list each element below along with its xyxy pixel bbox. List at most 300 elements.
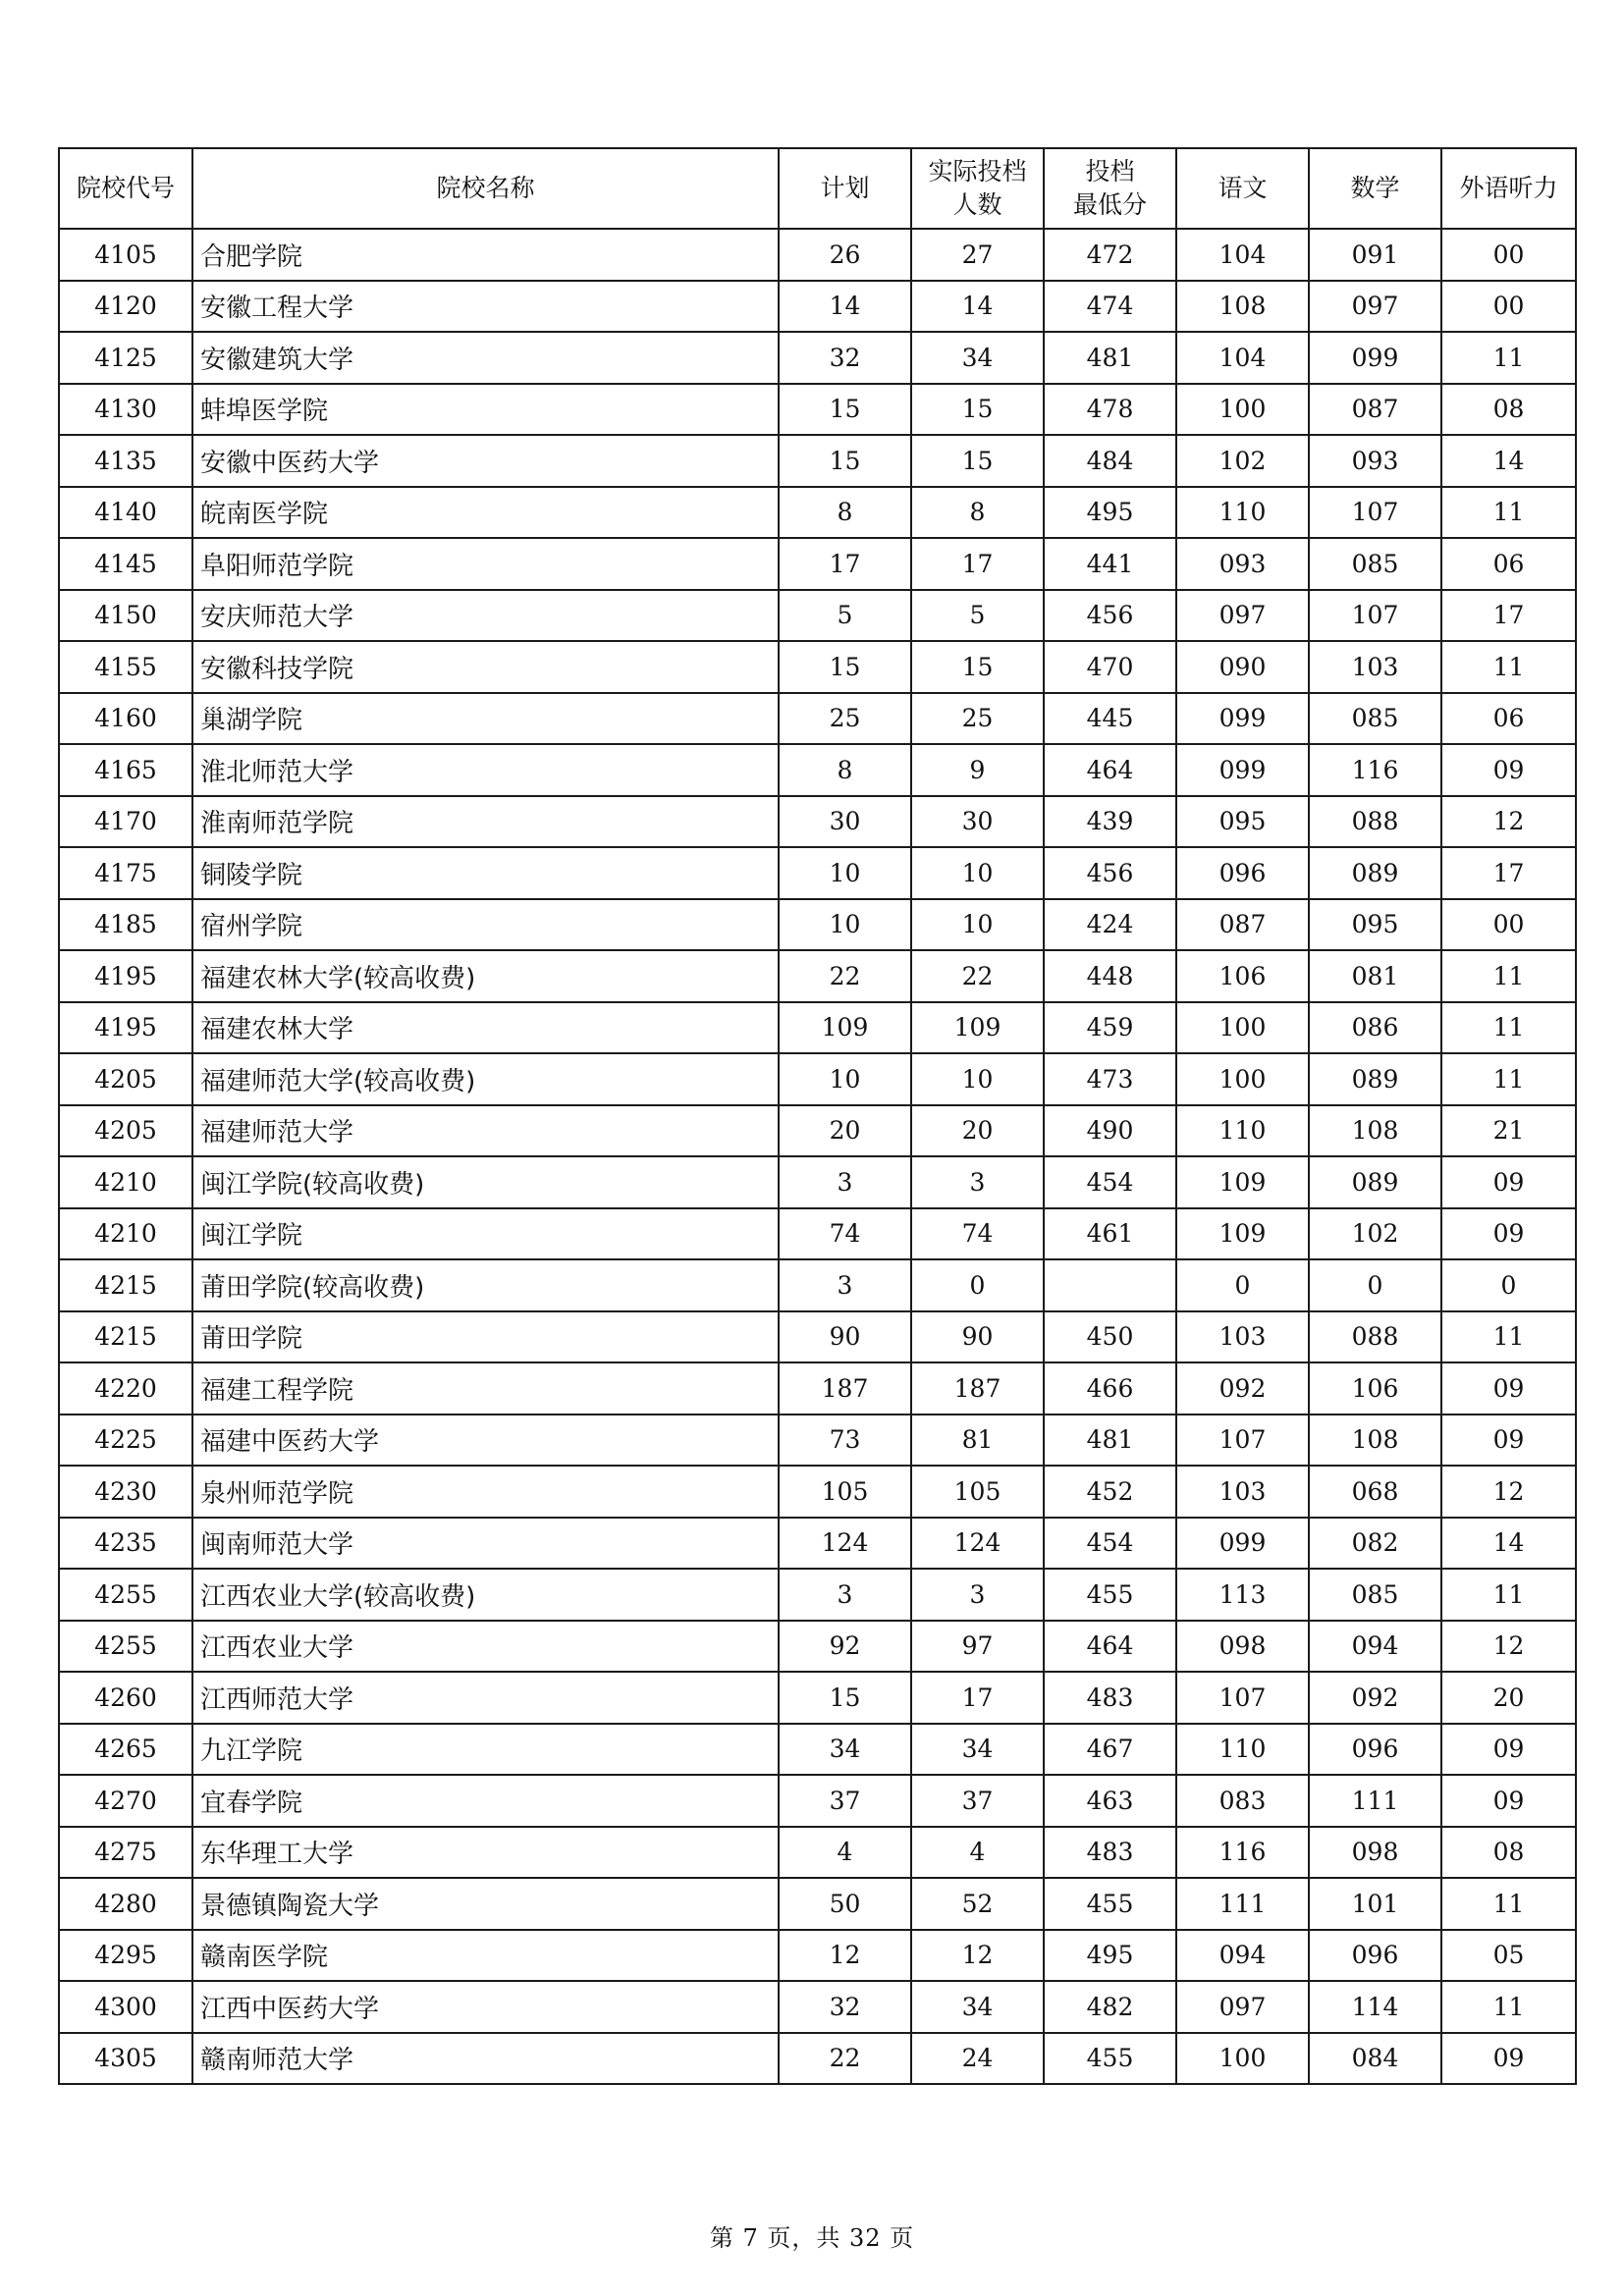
cell-code: 4225 [59,1415,192,1467]
cell-listening: 05 [1441,1930,1576,1982]
cell-math: 093 [1309,435,1441,487]
cell-code: 4195 [59,1002,192,1054]
cell-min-score: 474 [1044,281,1176,333]
cell-math: 096 [1309,1724,1441,1776]
table-row [59,1827,1576,1879]
cell-actual: 34 [911,1724,1044,1776]
cell-name: 赣南师范大学 [192,2033,779,2085]
cell-name: 安徽工程大学 [192,281,779,333]
cell-chinese: 097 [1176,1981,1309,2033]
cell-math: 068 [1309,1466,1441,1518]
cell-name: 巢湖学院 [192,693,779,745]
cell-math: 107 [1309,487,1441,539]
cell-chinese: 104 [1176,332,1309,384]
cell-chinese: 090 [1176,641,1309,693]
cell-listening: 12 [1441,1466,1576,1518]
cell-chinese: 102 [1176,435,1309,487]
header-actual-line1: 实际投档 [928,157,1027,186]
cell-min-score: 450 [1044,1311,1176,1363]
cell-code: 4185 [59,899,192,951]
cell-math: 081 [1309,950,1441,1002]
cell-math: 082 [1309,1518,1441,1570]
table-row [59,229,1576,281]
cell-code: 4205 [59,1053,192,1105]
cell-code: 4260 [59,1672,192,1724]
cell-name: 淮北师范大学 [192,744,779,796]
cell-plan: 17 [779,538,911,590]
cell-actual: 9 [911,744,1044,796]
cell-chinese: 092 [1176,1362,1309,1415]
table-row [59,950,1576,1002]
table-row [59,796,1576,848]
cell-actual: 5 [911,590,1044,642]
table-row [59,1621,1576,1673]
table-row [59,1156,1576,1208]
cell-plan: 15 [779,384,911,436]
cell-name: 合肥学院 [192,229,779,281]
cell-name: 闽南师范大学 [192,1518,779,1570]
cell-code: 4280 [59,1878,192,1930]
header-chinese: 语文 [1176,148,1309,229]
cell-actual: 124 [911,1518,1044,1570]
cell-actual: 81 [911,1415,1044,1467]
cell-listening: 09 [1441,744,1576,796]
cell-plan: 22 [779,950,911,1002]
cell-code: 4255 [59,1569,192,1621]
table-row [59,281,1576,333]
cell-code: 4155 [59,641,192,693]
cell-chinese: 0 [1176,1259,1309,1311]
cell-chinese: 108 [1176,281,1309,333]
cell-plan: 20 [779,1105,911,1157]
cell-listening: 09 [1441,1724,1576,1776]
cell-chinese: 116 [1176,1827,1309,1879]
cell-chinese: 110 [1176,1105,1309,1157]
cell-math: 108 [1309,1415,1441,1467]
cell-listening: 08 [1441,384,1576,436]
cell-code: 4135 [59,435,192,487]
cell-math: 096 [1309,1930,1441,1982]
cell-plan: 50 [779,1878,911,1930]
cell-name: 安徽中医药大学 [192,435,779,487]
table-row [59,1672,1576,1724]
header-code: 院校代号 [59,148,192,229]
cell-code: 4235 [59,1518,192,1570]
cell-actual: 97 [911,1621,1044,1673]
cell-listening: 17 [1441,847,1576,899]
cell-name: 东华理工大学 [192,1827,779,1879]
cell-code: 4230 [59,1466,192,1518]
table-row [59,1775,1576,1827]
cell-listening: 06 [1441,693,1576,745]
cell-math: 097 [1309,281,1441,333]
admission-score-sheet [58,147,1575,2085]
cell-actual: 90 [911,1311,1044,1363]
cell-code: 4210 [59,1208,192,1260]
cell-chinese: 099 [1176,744,1309,796]
cell-math: 111 [1309,1775,1441,1827]
cell-math: 102 [1309,1208,1441,1260]
cell-code: 4205 [59,1105,192,1157]
cell-actual: 10 [911,1053,1044,1105]
cell-min-score: 456 [1044,847,1176,899]
table-row [59,1259,1576,1311]
table-row [59,1002,1576,1054]
cell-actual: 74 [911,1208,1044,1260]
cell-min-score: 484 [1044,435,1176,487]
cell-listening: 06 [1441,538,1576,590]
cell-math: 092 [1309,1672,1441,1724]
cell-listening: 11 [1441,950,1576,1002]
cell-plan: 124 [779,1518,911,1570]
cell-min-score [1044,1259,1176,1311]
cell-min-score: 456 [1044,590,1176,642]
cell-code: 4125 [59,332,192,384]
cell-plan: 22 [779,2033,911,2085]
cell-listening: 11 [1441,487,1576,539]
table-row [59,1311,1576,1363]
cell-chinese: 098 [1176,1621,1309,1673]
cell-min-score: 464 [1044,744,1176,796]
cell-code: 4210 [59,1156,192,1208]
cell-code: 4215 [59,1259,192,1311]
cell-plan: 4 [779,1827,911,1879]
cell-listening: 11 [1441,1002,1576,1054]
cell-min-score: 490 [1044,1105,1176,1157]
cell-chinese: 095 [1176,796,1309,848]
cell-actual: 24 [911,2033,1044,2085]
cell-chinese: 103 [1176,1466,1309,1518]
cell-math: 098 [1309,1827,1441,1879]
table-row [59,847,1576,899]
table-row [59,641,1576,693]
table-row [59,1724,1576,1776]
cell-chinese: 113 [1176,1569,1309,1621]
cell-min-score: 441 [1044,538,1176,590]
header-min-line1: 投档 [1085,157,1135,186]
cell-chinese: 100 [1176,1053,1309,1105]
cell-listening: 11 [1441,332,1576,384]
cell-actual: 27 [911,229,1044,281]
cell-math: 085 [1309,1569,1441,1621]
cell-chinese: 104 [1176,229,1309,281]
table-row [59,590,1576,642]
cell-listening: 00 [1441,899,1576,951]
cell-chinese: 100 [1176,384,1309,436]
cell-code: 4220 [59,1362,192,1415]
cell-min-score: 495 [1044,1930,1176,1982]
cell-min-score: 473 [1044,1053,1176,1105]
cell-actual: 30 [911,796,1044,848]
cell-name: 江西农业大学(较高收费) [192,1569,779,1621]
table-row [59,1569,1576,1621]
table-row [59,1053,1576,1105]
cell-code: 4105 [59,229,192,281]
table-row [59,1105,1576,1157]
cell-min-score: 455 [1044,1569,1176,1621]
cell-chinese: 097 [1176,590,1309,642]
cell-min-score: 481 [1044,1415,1176,1467]
cell-plan: 14 [779,281,911,333]
cell-chinese: 110 [1176,1724,1309,1776]
cell-name: 九江学院 [192,1724,779,1776]
cell-listening: 17 [1441,590,1576,642]
cell-chinese: 100 [1176,2033,1309,2085]
cell-plan: 25 [779,693,911,745]
cell-actual: 3 [911,1569,1044,1621]
header-name: 院校名称 [192,148,779,229]
cell-plan: 15 [779,641,911,693]
cell-min-score: 483 [1044,1672,1176,1724]
header-plan: 计划 [779,148,911,229]
cell-code: 4120 [59,281,192,333]
cell-chinese: 099 [1176,693,1309,745]
cell-math: 0 [1309,1259,1441,1311]
cell-min-score: 482 [1044,1981,1176,2033]
cell-name: 安庆师范大学 [192,590,779,642]
cell-min-score: 448 [1044,950,1176,1002]
cell-plan: 15 [779,1672,911,1724]
cell-code: 4300 [59,1981,192,2033]
cell-math: 086 [1309,1002,1441,1054]
cell-name: 福建师范大学 [192,1105,779,1157]
cell-actual: 17 [911,1672,1044,1724]
cell-plan: 90 [779,1311,911,1363]
cell-plan: 30 [779,796,911,848]
table-row [59,1466,1576,1518]
cell-math: 089 [1309,1156,1441,1208]
cell-code: 4215 [59,1311,192,1363]
cell-listening: 14 [1441,1518,1576,1570]
cell-min-score: 483 [1044,1827,1176,1879]
cell-listening: 09 [1441,1362,1576,1415]
cell-actual: 4 [911,1827,1044,1879]
table-row [59,1415,1576,1467]
table-row [59,538,1576,590]
cell-plan: 10 [779,899,911,951]
cell-code: 4305 [59,2033,192,2085]
cell-listening: 00 [1441,281,1576,333]
cell-plan: 8 [779,487,911,539]
cell-min-score: 478 [1044,384,1176,436]
cell-plan: 26 [779,229,911,281]
cell-code: 4170 [59,796,192,848]
page-footer: 第 7 页，共 32 页 [709,2224,915,2252]
cell-actual: 20 [911,1105,1044,1157]
table-row [59,487,1576,539]
cell-min-score: 445 [1044,693,1176,745]
cell-chinese: 093 [1176,538,1309,590]
cell-listening: 11 [1441,1311,1576,1363]
cell-plan: 5 [779,590,911,642]
cell-plan: 10 [779,1053,911,1105]
cell-min-score: 459 [1044,1002,1176,1054]
cell-math: 099 [1309,332,1441,384]
cell-math: 085 [1309,693,1441,745]
cell-listening: 12 [1441,1621,1576,1673]
cell-name: 皖南医学院 [192,487,779,539]
table-row [59,435,1576,487]
cell-name: 福建农林大学(较高收费) [192,950,779,1002]
cell-chinese: 100 [1176,1002,1309,1054]
cell-name: 江西师范大学 [192,1672,779,1724]
cell-actual: 52 [911,1878,1044,1930]
cell-name: 赣南医学院 [192,1930,779,1982]
cell-name: 闽江学院 [192,1208,779,1260]
cell-code: 4160 [59,693,192,745]
cell-min-score: 424 [1044,899,1176,951]
cell-min-score: 463 [1044,1775,1176,1827]
table-row [59,1878,1576,1930]
cell-name: 安徽建筑大学 [192,332,779,384]
cell-plan: 10 [779,847,911,899]
cell-math: 107 [1309,590,1441,642]
cell-actual: 12 [911,1930,1044,1982]
cell-plan: 3 [779,1569,911,1621]
cell-math: 106 [1309,1362,1441,1415]
cell-name: 福建农林大学 [192,1002,779,1054]
cell-chinese: 107 [1176,1415,1309,1467]
cell-name: 宿州学院 [192,899,779,951]
cell-chinese: 111 [1176,1878,1309,1930]
cell-math: 101 [1309,1878,1441,1930]
cell-listening: 09 [1441,1156,1576,1208]
cell-plan: 3 [779,1156,911,1208]
cell-listening: 09 [1441,1208,1576,1260]
cell-listening: 12 [1441,796,1576,848]
cell-listening: 09 [1441,2033,1576,2085]
cell-listening: 21 [1441,1105,1576,1157]
cell-plan: 34 [779,1724,911,1776]
header-actual-line2: 人数 [952,190,1002,219]
cell-chinese: 087 [1176,899,1309,951]
cell-actual: 34 [911,332,1044,384]
admission-score-table [58,147,1577,2085]
table-row [59,2033,1576,2085]
cell-actual: 105 [911,1466,1044,1518]
cell-math: 084 [1309,2033,1441,2085]
cell-chinese: 083 [1176,1775,1309,1827]
header-min-score [1044,148,1176,229]
cell-listening: 11 [1441,1878,1576,1930]
cell-code: 4270 [59,1775,192,1827]
cell-min-score: 452 [1044,1466,1176,1518]
cell-actual: 10 [911,847,1044,899]
cell-code: 4150 [59,590,192,642]
table-row [59,1930,1576,1982]
cell-chinese: 110 [1176,487,1309,539]
cell-math: 091 [1309,229,1441,281]
cell-plan: 12 [779,1930,911,1982]
header-listening: 外语听力 [1441,148,1576,229]
cell-name: 淮南师范学院 [192,796,779,848]
header-math: 数学 [1309,148,1441,229]
cell-math: 095 [1309,899,1441,951]
cell-actual: 14 [911,281,1044,333]
cell-listening: 09 [1441,1775,1576,1827]
cell-actual: 0 [911,1259,1044,1311]
cell-plan: 187 [779,1362,911,1415]
cell-min-score: 481 [1044,332,1176,384]
table-row [59,1981,1576,2033]
cell-actual: 15 [911,435,1044,487]
cell-plan: 15 [779,435,911,487]
cell-listening: 00 [1441,229,1576,281]
cell-math: 087 [1309,384,1441,436]
cell-actual: 3 [911,1156,1044,1208]
cell-plan: 32 [779,1981,911,2033]
cell-min-score: 495 [1044,487,1176,539]
cell-plan: 37 [779,1775,911,1827]
cell-chinese: 103 [1176,1311,1309,1363]
cell-math: 089 [1309,847,1441,899]
cell-name: 莆田学院 [192,1311,779,1363]
cell-actual: 34 [911,1981,1044,2033]
cell-math: 114 [1309,1981,1441,2033]
cell-min-score: 455 [1044,2033,1176,2085]
cell-name: 福建中医药大学 [192,1415,779,1467]
cell-actual: 109 [911,1002,1044,1054]
cell-math: 103 [1309,641,1441,693]
cell-actual: 17 [911,538,1044,590]
cell-chinese: 109 [1176,1208,1309,1260]
cell-actual: 8 [911,487,1044,539]
cell-min-score: 439 [1044,796,1176,848]
cell-code: 4140 [59,487,192,539]
cell-plan: 109 [779,1002,911,1054]
cell-actual: 10 [911,899,1044,951]
cell-math: 088 [1309,796,1441,848]
cell-listening: 09 [1441,1415,1576,1467]
cell-min-score: 454 [1044,1518,1176,1570]
table-row [59,384,1576,436]
header-min-line2: 最低分 [1072,190,1147,219]
cell-plan: 8 [779,744,911,796]
cell-listening: 11 [1441,1053,1576,1105]
cell-min-score: 467 [1044,1724,1176,1776]
cell-math: 088 [1309,1311,1441,1363]
table-row [59,332,1576,384]
table-header-row [59,148,1576,229]
cell-name: 安徽科技学院 [192,641,779,693]
cell-code: 4265 [59,1724,192,1776]
table-row [59,693,1576,745]
cell-code: 4145 [59,538,192,590]
cell-code: 4275 [59,1827,192,1879]
cell-chinese: 106 [1176,950,1309,1002]
cell-listening: 11 [1441,1981,1576,2033]
cell-listening: 11 [1441,1569,1576,1621]
cell-name: 景德镇陶瓷大学 [192,1878,779,1930]
cell-math: 089 [1309,1053,1441,1105]
cell-chinese: 107 [1176,1672,1309,1724]
cell-name: 闽江学院(较高收费) [192,1156,779,1208]
cell-plan: 73 [779,1415,911,1467]
cell-math: 116 [1309,744,1441,796]
cell-math: 094 [1309,1621,1441,1673]
cell-actual: 15 [911,384,1044,436]
cell-actual: 187 [911,1362,1044,1415]
cell-actual: 25 [911,693,1044,745]
header-actual [911,148,1044,229]
cell-min-score: 466 [1044,1362,1176,1415]
cell-name: 江西中医药大学 [192,1981,779,2033]
cell-actual: 37 [911,1775,1044,1827]
cell-code: 4195 [59,950,192,1002]
cell-math: 108 [1309,1105,1441,1157]
cell-plan: 3 [779,1259,911,1311]
cell-actual: 15 [911,641,1044,693]
